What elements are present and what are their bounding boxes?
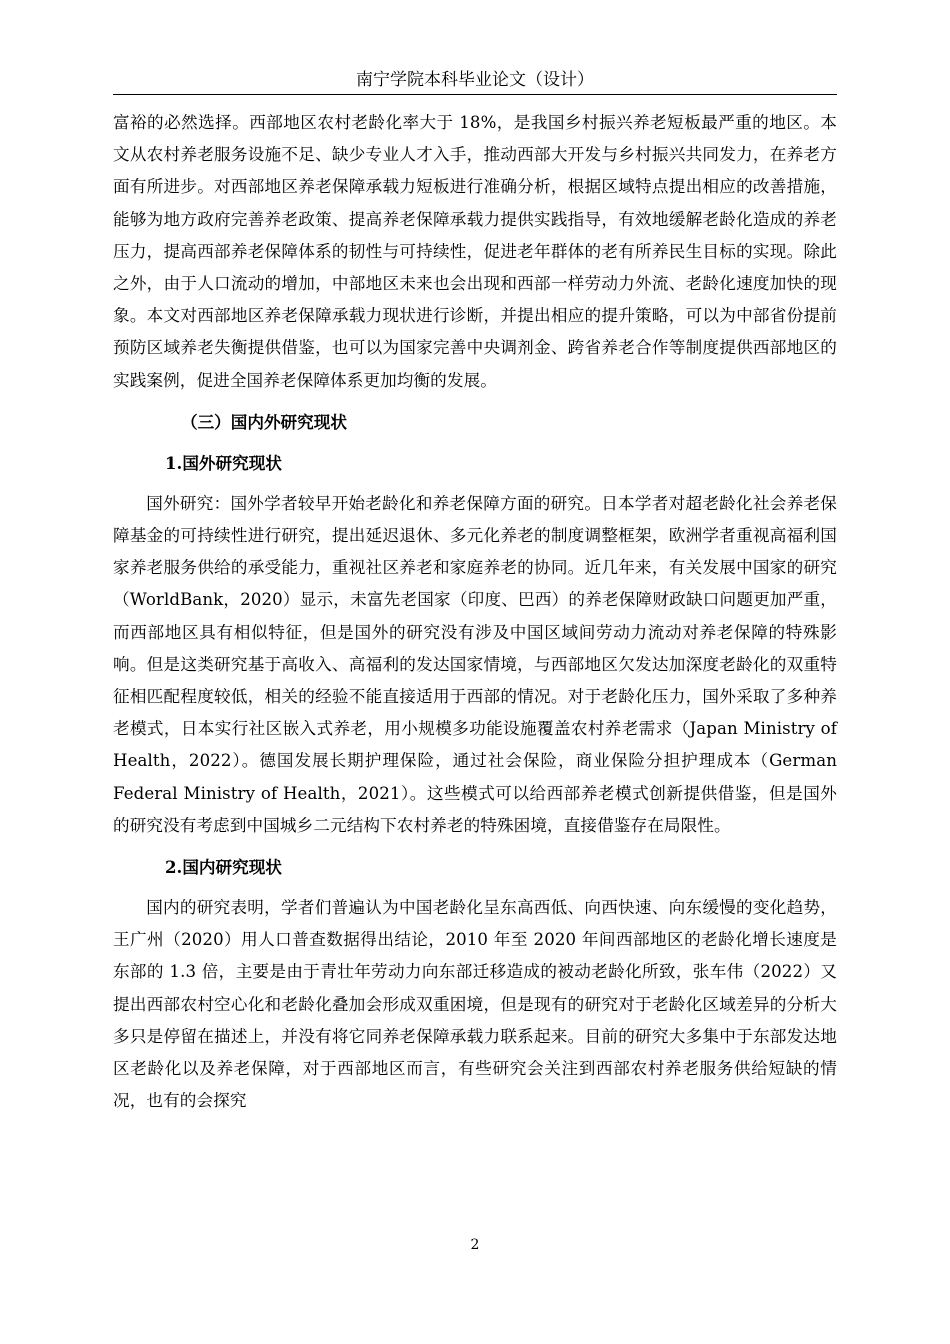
paragraph-domestic-research: 国内的研究表明，学者们普遍认为中国老龄化呈东高西低、向西快速、向东缓慢的变化趋势，王广州（2020）用人口普查数据得出结论，2010 年至 2020 年间西部地区的老龄化增长速度是东部的 1.3 倍，主要是由于青壮年劳动力向东部迁移造成的被动老龄化所致，张车伟（2022）又提出西部农村空心化和老龄化叠加会形成双重困境，但是现有的研究对于老龄化区域差异的分析大多只是停留在描述上，并没有将它同养老保障承载力联系起来。目前的研究大多集中于东部发达地区老龄化以及养老保障，对于西部地区而言，有些研究会关注到西部农村养老服务供给短缺的情况，也有的会探究 bbox=[113, 898, 837, 1111]
document-body bbox=[113, 107, 837, 1117]
header-title: 南宁学院本科毕业论文（设计） bbox=[356, 70, 594, 90]
page-header bbox=[113, 68, 837, 95]
section-heading: （三）国内外研究现状 bbox=[181, 411, 347, 432]
paragraph-foreign-research: 国外研究：国外学者较早开始老龄化和养老保障方面的研究。日本学者对超老龄化社会养老保障基金的可持续性进行研究，提出延迟退休、多元化养老的制度调整框架，欧洲学者重视高福利国家养老服务供给的承受能力，重视社区养老和家庭养老的协同。近几年来，有关发展中国家的研究（WorldBank，2020）显示，未富先老国家（印度、巴西）的养老保障财政缺口问题更加严重，而西部地区具有相似特征，但是国外的研究没有涉及中国区域间劳动力流动对养老保障的特殊影响。但是这类研究基于高收入、高福利的发达国家情境，与西部地区欠发达加深度老龄化的双重特征相匹配程度较低，相关的经验不能直接适用于西部的情况。对于老龄化压力，国外采取了多种养老模式，日本实行社区嵌入式养老，用小规模多功能设施覆盖农村养老需求（Japan Ministry of Health，2022）。德国发展长期护理保险，通过社会保险，商业保险分担护理成本（German Federal Ministry of Health，2021）。这些模式可以给西部养老模式创新提供借鉴，但是国外的研究没有考虑到中国城乡二元结构下农村养老的特殊困境，直接借鉴存在局限性。 bbox=[113, 493, 837, 835]
paragraph-intro-continued: 富裕的必然选择。西部地区农村老龄化率大于 18%，是我国乡村振兴养老短板最严重的地区。本文从农村养老服务设施不足、缺少专业人才入手，推动西部大开发与乡村振兴共同发力，在养老方面有所进步。对西部地区养老保障承载力短板进行准确分析，根据区域特点提出相应的改善措施，能够为地方政府完善养老政策、提高养老保障承载力提供实践指导，有效地缓解老龄化造成的养老压力，提高西部养老保障体系的韧性与可持续性，促进老年群体的老有所养民生目标的实现。除此之外，由于人口流动的增加，中部地区未来也会出现和西部一样劳动力外流、老龄化速度加快的现象。本文对西部地区养老保障承载力现状进行诊断，并提出相应的提升策略，可以为中部省份提前预防区域养老失衡提供借鉴，也可以为国家完善中央调剂金、跨省养老合作等制度提供西部地区的实践案例，促进全国养老保障体系更加均衡的发展。 bbox=[113, 113, 837, 390]
page-number: 2 bbox=[470, 1237, 480, 1253]
subsection-heading-domestic: 2.国内研究现状 bbox=[165, 857, 282, 878]
subsection-heading-foreign: 1.国外研究现状 bbox=[165, 452, 282, 473]
